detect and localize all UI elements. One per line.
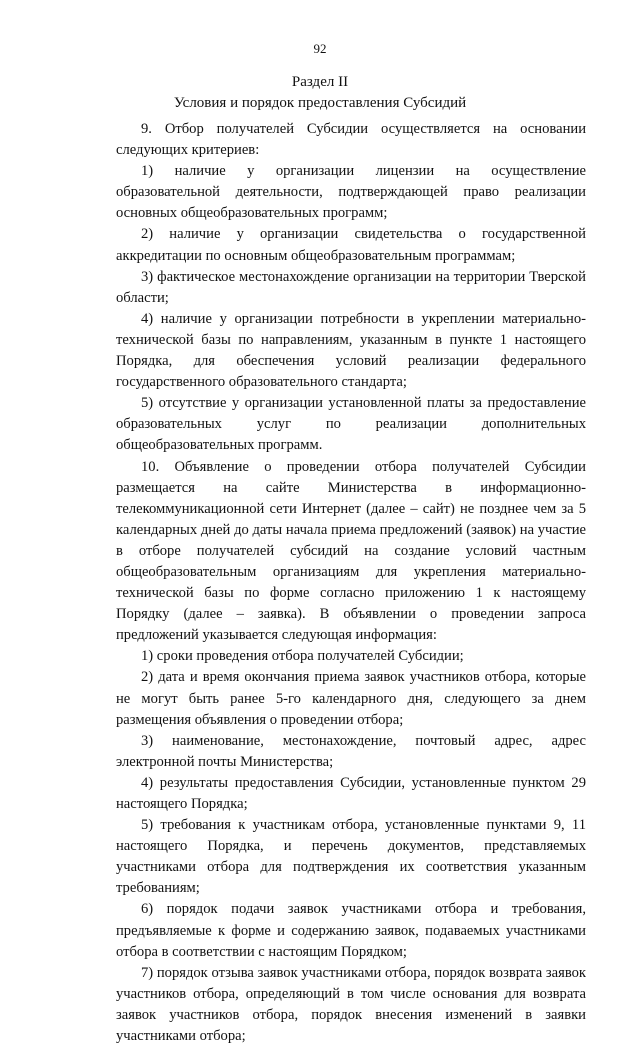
document-body (116, 119, 586, 1047)
paragraph-info-1: 1) сроки проведения отбора получателей Субсидии; (141, 648, 464, 665)
paragraph-criterion-1: 1) наличие у организации лицензии на осуществление образовательной деятельности, подтверждающей право реализации основных общеобразовательных программ; (116, 163, 586, 222)
paragraph-clause-9: 9. Отбор получателей Субсидии осуществляется на основании следующих критериев: (116, 121, 586, 159)
paragraph-criterion-5: 5) отсутствие у организации установленной платы за предоставление образовательных услуг по реализации дополнительных общеобразовательных программ. (116, 395, 586, 454)
paragraph-info-4: 4) результаты предоставления Субсидии, установленные пунктом 29 настоящего Порядка; (116, 774, 586, 812)
paragraph-criterion-3: 3) фактическое местонахождение организации на территории Тверской области; (116, 268, 586, 306)
section-label: Раздел II (291, 74, 349, 90)
section-title: Условия и порядок предоставления Субсидий (173, 95, 467, 111)
paragraph-criterion-4: 4) наличие у организации потребности в укреплении материально-технической базы по направлениям, указанным в пункте 1 настоящего Порядка, для обеспечения условий реализации федерального государственного образовательного стандарта; (116, 310, 586, 391)
paragraph-info-2: 2) дата и время окончания приема заявок участников отбора, которые не могут быть ранее 5-го календарного дня, следующего за днем размещения объявления о проведении отбора; (116, 669, 586, 728)
paragraph-info-6: 6) порядок подачи заявок участниками отбора и требования, предъявляемые к форме и содержанию заявок, подаваемых участниками отбора в соответствии с настоящим Порядком; (116, 901, 586, 960)
paragraph-criterion-2: 2) наличие у организации свидетельства о государственной аккредитации по основным общеобразовательным программам; (116, 226, 586, 264)
section-heading (0, 72, 640, 114)
paragraph-info-3: 3) наименование, местонахождение, почтовый адрес, адрес электронной почты Министерства; (116, 732, 586, 770)
paragraph-info-7: 7) порядок отзыва заявок участниками отбора, порядок возврата заявок участников отбора, определяющий в том числе основания для возврата заявок участников отбора, порядок внесения изменений в заявки участниками отбора; (116, 964, 586, 1045)
page-number: 92 (313, 41, 327, 56)
paragraph-clause-10: 10. Объявление о проведении отбора получателей Субсидии размещается на сайте Министерства в информационно-телекоммуникационной сети Интернет (далее – сайт) не позднее чем за 5 календарных дней до даты начала приема предложений (заявок) на участие в отборе получателей субсидий на создание условий частным общеобразовательным организациям для укрепления материально-технической базы по форме согласно приложению 1 к настоящему Порядку (далее – заявка). В объявлении о проведении запроса предложений указывается следующая информация: (116, 458, 586, 644)
paragraph-info-5: 5) требования к участникам отбора, установленные пунктами 9, 11 настоящего Порядка, и перечень документов, представляемых участниками отбора для подтверждения их соответствия указанным требованиям; (116, 817, 586, 897)
